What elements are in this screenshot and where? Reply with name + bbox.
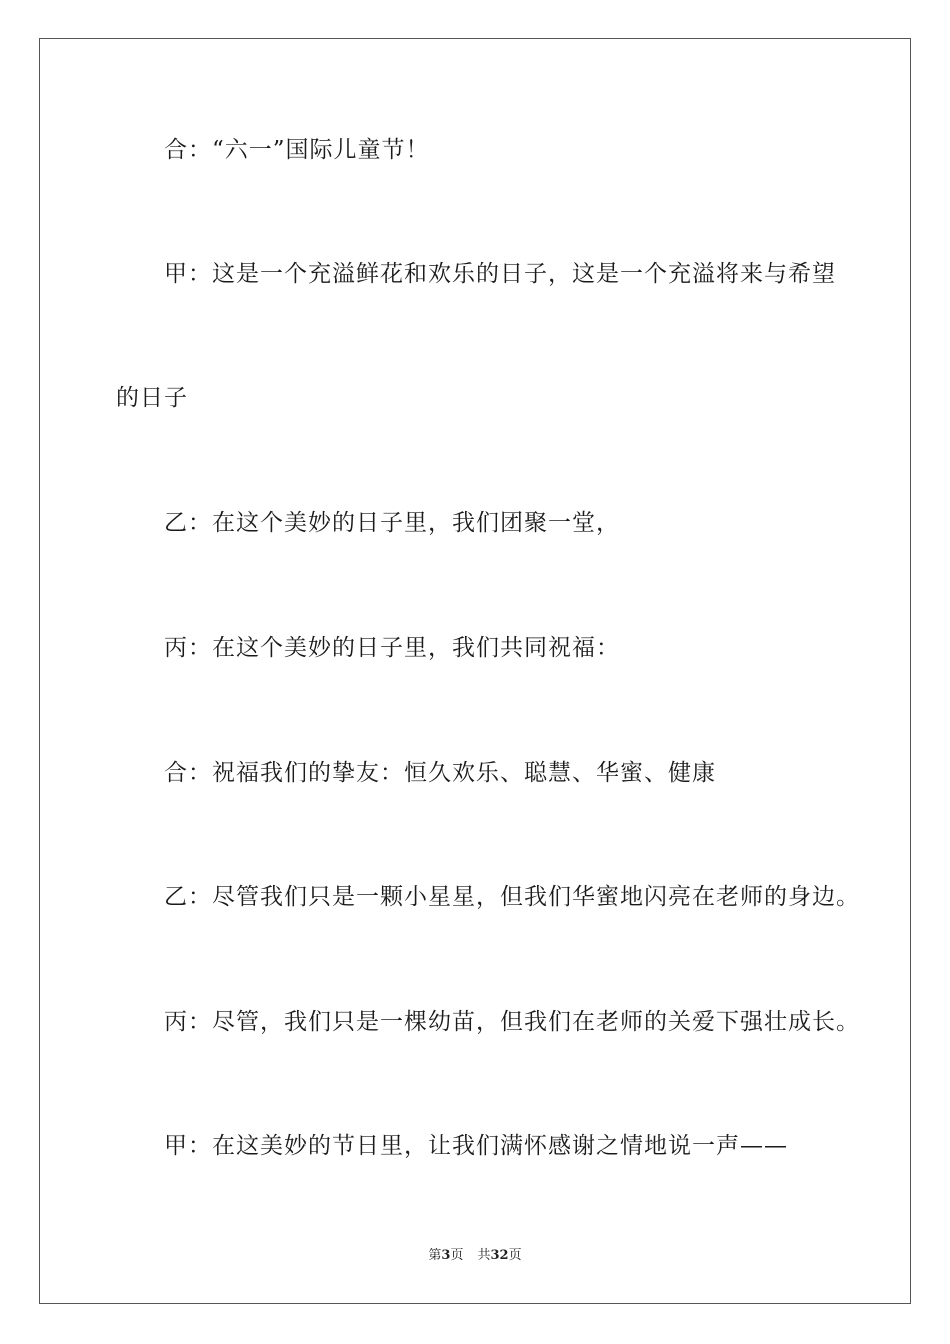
text-line-2: 甲：这是一个充溢鲜花和欢乐的日子，这是一个充溢将来与希望 bbox=[164, 261, 836, 287]
page-footer bbox=[0, 1247, 950, 1265]
text-line-3: 的日子 bbox=[116, 385, 188, 411]
total-suffix: 页 bbox=[508, 1248, 522, 1263]
page-suffix: 页 bbox=[450, 1248, 464, 1263]
text-line-8: 丙：尽管，我们只是一棵幼苗，但我们在老师的关爱下强壮成长。 bbox=[164, 1009, 860, 1035]
page-number: 3 bbox=[441, 1248, 451, 1263]
total-prefix: 共 bbox=[477, 1248, 491, 1263]
text-line-4: 乙：在这个美妙的日子里，我们团聚一堂， bbox=[164, 510, 620, 536]
text-line-6: 合：祝福我们的挚友：恒久欢乐、聪慧、华蜜、健康 bbox=[164, 760, 716, 786]
text-line-9: 甲：在这美妙的节日里，让我们满怀感谢之情地说一声—— bbox=[164, 1133, 788, 1159]
page-frame bbox=[39, 38, 911, 1304]
text-line-7: 乙：尽管我们只是一颗小星星，但我们华蜜地闪亮在老师的身边。 bbox=[164, 884, 860, 910]
text-line-1: 合：“六一”国际儿童节！ bbox=[164, 137, 430, 163]
total-pages: 32 bbox=[490, 1248, 509, 1263]
page-prefix: 第 bbox=[428, 1248, 442, 1263]
text-line-5: 丙：在这个美妙的日子里，我们共同祝福： bbox=[164, 635, 620, 661]
